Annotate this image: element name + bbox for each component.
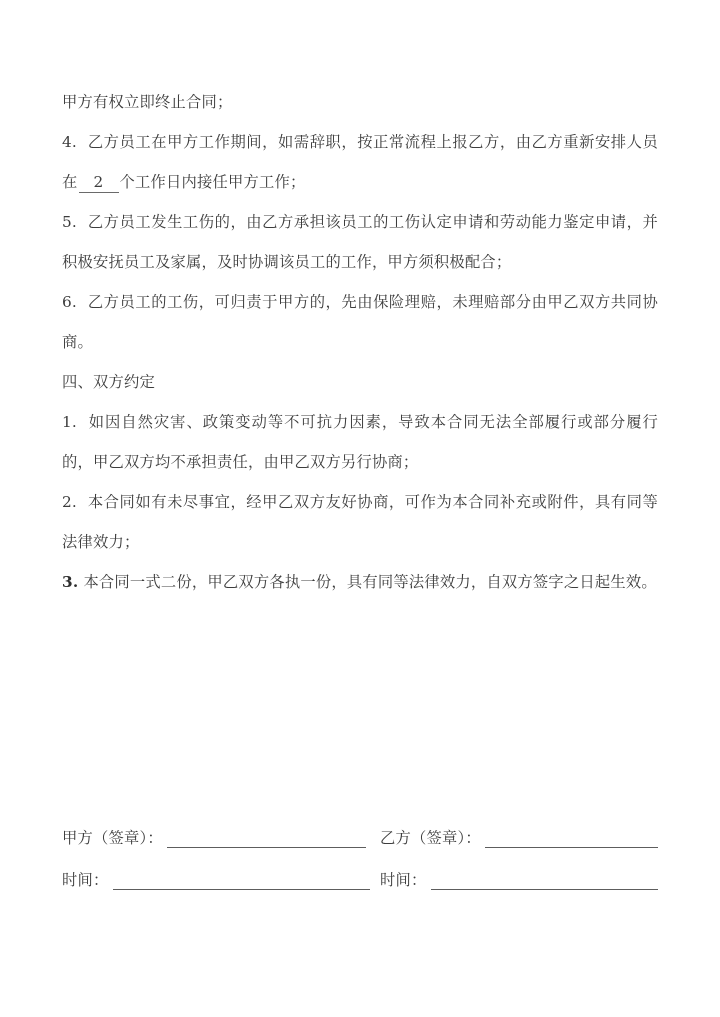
paragraph-text-before-blank: 乙方员工在甲方工作期间，如需辞职，按正常流程上报乙方，由乙方重新安排人员在 <box>62 133 659 191</box>
party-b-signature-line[interactable] <box>485 830 658 848</box>
paragraph-item-5 <box>62 202 658 282</box>
paragraph-item-6 <box>62 282 658 362</box>
paragraph-text: 本合同如有未尽事宜，经甲乙双方友好协商，可作为本合同补充或附件，具有同等法律效力； <box>62 493 659 551</box>
list-marker: 6. <box>62 293 77 311</box>
party-a-signature-line[interactable] <box>167 830 366 848</box>
paragraph-continuation-3 <box>62 82 658 122</box>
party-b-signature-cell <box>380 828 658 848</box>
paragraph-text: 如因自然灾害、政策变动等不可抗力因素，导致本合同无法全部履行或部分履行的，甲乙双方均不承担责任，由甲乙双方另行协商； <box>62 413 658 471</box>
paragraph-item-4 <box>62 122 658 202</box>
list-marker: 3. <box>62 573 79 591</box>
paragraph-agreement-1 <box>62 402 658 482</box>
paragraph-agreement-3 <box>62 562 658 602</box>
party-a-date-label: 时间： <box>62 871 109 889</box>
party-b-date-label: 时间： <box>380 871 427 889</box>
blank-field-workdays[interactable]: 2 <box>79 174 119 193</box>
document-body <box>62 82 658 602</box>
paragraph-agreement-2 <box>62 482 658 562</box>
party-b-date-cell <box>380 870 658 890</box>
paragraph-text: 甲方有权立即终止合同； <box>62 93 233 111</box>
paragraph-text-after-blank: 个工作日内接任甲方工作； <box>119 173 306 191</box>
section-heading-four <box>62 362 658 402</box>
list-marker: 4. <box>62 133 77 151</box>
paragraph-text: 本合同一式二份，甲乙双方各执一份，具有同等法律效力，自双方签字之日起生效。 <box>83 573 657 591</box>
party-a-signature-label: 甲方（签章）： <box>62 829 163 847</box>
party-b-signature-label: 乙方（签章）： <box>380 829 481 847</box>
list-marker: 5. <box>62 213 77 231</box>
date-row <box>62 848 658 890</box>
paragraph-text: 乙方员工发生工伤的，由乙方承担该员工的工伤认定申请和劳动能力鉴定申请，并积极安抚员工及家属，及时协调该员工的工作，甲方须积极配合； <box>62 213 659 271</box>
list-marker: 2. <box>62 493 77 511</box>
party-a-date-line[interactable] <box>113 872 371 890</box>
section-heading-text: 四、双方约定 <box>62 373 155 391</box>
paragraph-text: 乙方员工的工伤，可归责于甲方的，先由保险理赔，未理赔部分由甲乙双方共同协商。 <box>62 293 659 351</box>
party-a-date-cell <box>62 870 380 890</box>
list-marker: 1. <box>62 413 77 431</box>
signature-row <box>62 806 658 848</box>
party-b-date-line[interactable] <box>431 872 659 890</box>
party-a-signature-cell <box>62 828 380 848</box>
signature-block <box>62 806 658 890</box>
